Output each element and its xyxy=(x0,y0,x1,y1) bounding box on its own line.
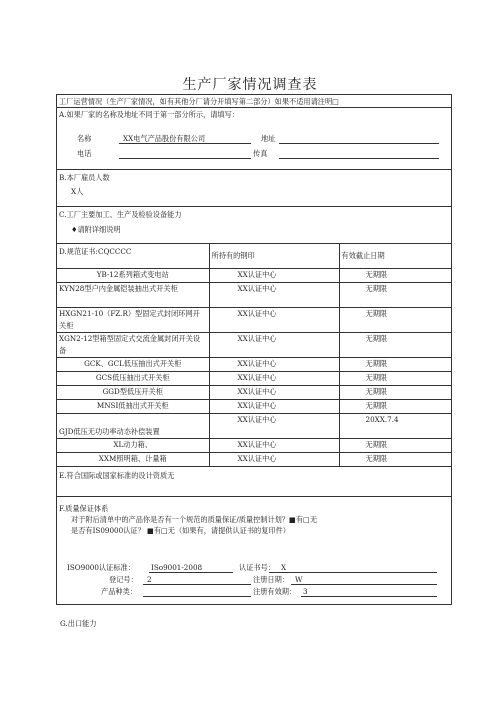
section-f-heading: F.质量保证体系 xyxy=(59,504,109,513)
form-table xyxy=(56,94,452,605)
reg-date-value: W xyxy=(295,575,303,584)
section-c-attachment: ♦请附详细说明 xyxy=(71,225,121,234)
table-row xyxy=(57,386,451,400)
valid-date-value: 3 xyxy=(303,587,308,596)
note-row xyxy=(57,95,451,108)
table-row xyxy=(57,414,451,439)
registered-value: 2 xyxy=(147,575,152,584)
expiry-cell: 20XX.7.4 xyxy=(339,414,451,439)
registered-label: 登记号： xyxy=(109,575,138,584)
section-b-heading: B.本厂雇员人数 xyxy=(59,173,110,182)
table-row xyxy=(57,400,451,414)
product-name-cell: XGN2-12型箱型固定式交流金属封闭开关设备 xyxy=(57,333,209,358)
table-row xyxy=(57,439,451,453)
table-row xyxy=(57,308,451,333)
phone-field[interactable] xyxy=(119,158,251,159)
stamp-cell: XX认证中心 xyxy=(209,439,339,453)
reg-date-field[interactable] xyxy=(291,584,437,585)
registered-field[interactable] xyxy=(143,584,251,585)
expiry-cell: 无期限 xyxy=(339,283,451,308)
product-type-label: 产品种类： xyxy=(101,587,137,596)
fax-label: 传真 xyxy=(253,149,268,158)
product-name-cell: GCK、GCL低压抽出式开关柜 xyxy=(57,358,209,372)
product-type-field[interactable] xyxy=(143,596,251,597)
expiry-cell: 无期限 xyxy=(339,400,451,414)
product-name-cell: XL动力箱、 xyxy=(57,439,209,453)
phone-label: 电话 xyxy=(77,149,92,158)
iso-standard-label: ISO9000认证标准： xyxy=(67,563,135,572)
iso-standard-value: ISo9001-2008 xyxy=(151,563,203,572)
expiry-cell: 无期限 xyxy=(339,386,451,400)
table-row xyxy=(57,283,451,308)
col-header-expiry: 有效截止日期 xyxy=(339,244,451,269)
expiry-cell: 无期限 xyxy=(339,269,451,283)
section-d xyxy=(57,244,451,467)
stamp-cell: XX认证中心 xyxy=(209,386,339,400)
stamp-cell: XX认证中心 xyxy=(209,269,339,283)
name-label: 名称 xyxy=(77,134,92,143)
table-row xyxy=(57,333,451,358)
stamp-cell: XX认证中心 xyxy=(209,453,339,467)
cert-table-header xyxy=(57,244,451,269)
stamp-cell: XX认证中心 xyxy=(209,283,339,308)
stamp-cell: XX认证中心 xyxy=(209,414,339,439)
section-a xyxy=(57,108,451,170)
cert-number-value: X xyxy=(281,563,287,572)
section-e-heading: E.符合国际或国家标准的设计资质无 xyxy=(59,471,175,480)
fax-field[interactable] xyxy=(279,158,439,159)
stamp-cell: XX认证中心 xyxy=(209,308,339,333)
table-row xyxy=(57,269,451,283)
product-name-cell: YB-12系列箱式变电站 xyxy=(57,269,209,283)
expiry-cell: 无期限 xyxy=(339,439,451,453)
employee-count: X人 xyxy=(71,187,84,196)
table-row xyxy=(57,372,451,386)
cert-number-field[interactable] xyxy=(269,572,437,573)
stamp-cell: XX认证中心 xyxy=(209,333,339,358)
product-name-cell: MNSI低抽出式开关柜 xyxy=(57,400,209,414)
note-text: 工厂运营情况（生产厂家情况，如有其他分厂请分开填写第二部分）如果不适用请注明□ xyxy=(59,97,339,106)
expiry-cell: 无期限 xyxy=(339,453,451,467)
product-name-cell: GJD低压无功功率动态补偿装置 xyxy=(57,414,209,439)
reg-date-label: 注册日期： xyxy=(253,575,289,584)
section-f-question-2: 是否有IS09000认证？ ■有□无（如果有，请提供认证书的复印件） xyxy=(71,526,290,535)
section-c xyxy=(57,207,451,244)
expiry-cell: 无期限 xyxy=(339,372,451,386)
name-value: XX电气产品股份有限公司 xyxy=(123,134,206,143)
stamp-cell: XX认证中心 xyxy=(209,400,339,414)
table-row xyxy=(57,358,451,372)
stamp-cell: XX认证中心 xyxy=(209,358,339,372)
expiry-cell: 无期限 xyxy=(339,308,451,333)
section-f-question-1: 对于附后清单中的产品你是否有一个规范的质量保证/质量控制计划？■有□无 xyxy=(71,515,318,524)
product-name-cell: HXGN21-10（FZ.R）型固定式封闭环网开关柜 xyxy=(57,308,209,333)
stamp-cell: XX认证中心 xyxy=(209,372,339,386)
valid-date-label: 注册有效期： xyxy=(253,587,297,596)
section-a-heading: A.如果厂家的名称及地址不同于第一部分所示，请填写： xyxy=(59,110,239,119)
section-g-heading: G.出口能力 xyxy=(60,619,97,628)
section-e xyxy=(57,467,451,497)
section-d-heading: D.规范证书:CQCCCC xyxy=(59,247,132,256)
table-row xyxy=(57,453,451,467)
expiry-cell: 无期限 xyxy=(339,358,451,372)
address-field[interactable] xyxy=(279,143,439,144)
cert-table xyxy=(57,244,451,466)
section-f xyxy=(57,497,451,604)
product-name-cell: GGD型低压开关柜 xyxy=(57,386,209,400)
name-underline xyxy=(119,143,251,144)
product-name-cell: XXM照明箱、计量箱 xyxy=(57,453,209,467)
section-b xyxy=(57,170,451,207)
col-header-stamp: 所持有的钢印 xyxy=(209,244,339,269)
iso-standard-underline xyxy=(149,572,233,573)
product-name-cell: KYN28型户内金属铠装抽出式开关柜 xyxy=(57,283,209,308)
expiry-cell: 无期限 xyxy=(339,333,451,358)
section-c-heading: C.工厂主要加工、生产及检验设备能力 xyxy=(59,210,182,219)
cert-number-label: 认证书号： xyxy=(239,563,275,572)
address-label: 地址 xyxy=(261,134,276,143)
page-title: 生产厂家情况调查表 xyxy=(182,77,318,93)
product-name-cell: GCS低压抽出式开关柜 xyxy=(57,372,209,386)
valid-date-field[interactable] xyxy=(301,596,437,597)
